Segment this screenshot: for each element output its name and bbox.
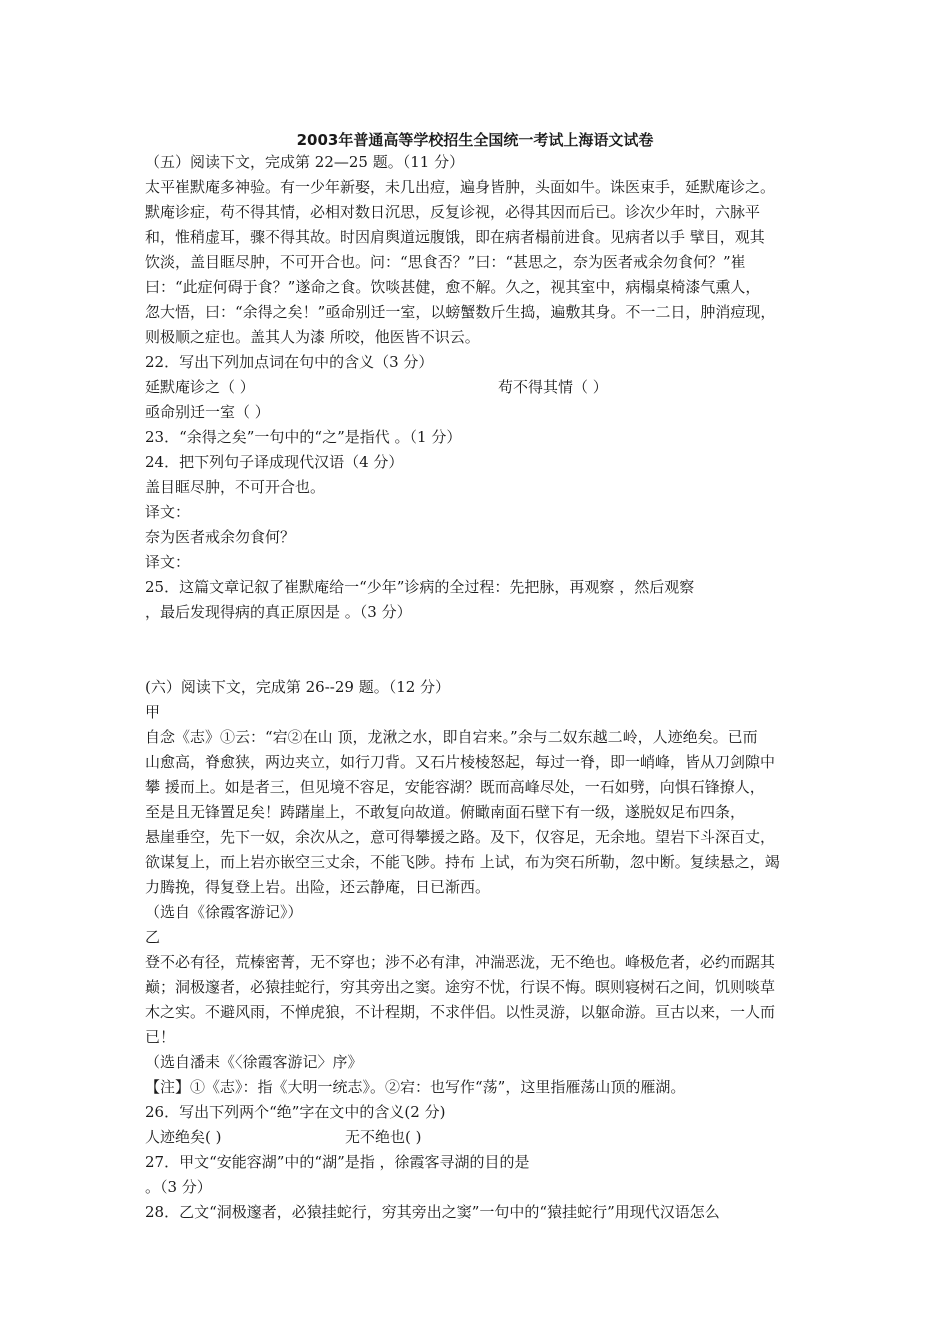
passage-yi-line: 木之实。不避风雨，不惮虎狼，不计程期，不求伴侣。以性灵游，以躯命游。亘古以来，一人而 xyxy=(145,1003,776,1021)
section5-heading: （五）阅读下文，完成第 22—25 题。（11 分） xyxy=(145,153,465,171)
passage-yi-source: （选自潘耒《〈徐霞客游记〉序》 xyxy=(145,1053,363,1071)
section5-passage-line: 曰：“此症何碍于食？”遂命之食。饮啖甚健，愈不解。久之，视其室中，病榻桌椅漆气熏人， xyxy=(145,278,761,296)
question-22-item-a: 延默庵诊之（ ） xyxy=(145,378,255,396)
question-27-line-2: 。（3 分） xyxy=(145,1178,212,1196)
page-title: 2003年普通高等学校招生全国统一考试上海语文试卷 xyxy=(296,131,654,149)
passage-jia-line: 至是且无锋置足矣！踌躇崖上，不敢复向故道。俯瞰南面石壁下有一级，遂脱奴足布四条， xyxy=(145,803,746,821)
passage-jia-source: （选自《徐霞客游记》） xyxy=(145,903,303,921)
passage-jia-line: 山愈高，脊愈狭，两边夹立，如行刀背。又石片棱棱怒起，每过一脊，即一峭峰，皆从刀剑隙中 xyxy=(145,753,776,771)
passage-jia-line: 悬崖垂空，先下一奴，余次从之，意可得攀援之路。及下，仅容足，无余地。望岩下斗深百丈， xyxy=(145,828,776,846)
section5-passage-line: 则极顺之症也。盖其人为漆 所咬，他医皆不识云。 xyxy=(145,328,480,346)
question-24-sentence-2: 奈为医者戒余勿食何？ xyxy=(145,528,296,546)
question-26: 26．写出下列两个“绝”字在文中的含义(2 分) xyxy=(145,1103,446,1121)
question-26-item-b: 无不绝也( ) xyxy=(345,1128,422,1146)
question-22-item-c: 亟命别迁一室（ ） xyxy=(145,403,270,421)
question-22-item-b: 苟不得其情（ ） xyxy=(498,378,608,396)
question-22: 22．写出下列加点词在句中的含义（3 分） xyxy=(145,353,434,371)
section5-passage-line: 默庵诊症，苟不得其情，必相对数日沉思，反复诊视，必得其因而后已。诊次少年时，六脉平 xyxy=(145,203,761,221)
section5-passage-line: 饮淡，盖目眶尽肿，不可开合也。问：“思食否？”曰：“甚思之，奈为医者戒余勿食何？”崔 xyxy=(145,253,746,271)
section5-passage-line: 太平崔默庵多神验。有一少年新娶，未几出痘，遍身皆肿，头面如牛。诛医束手，延默庵诊之。 xyxy=(145,178,776,196)
passage-yi-line: 巅；洞极邃者，必猿挂蛇行，穷其旁出之窦。途穷不忧，行误不悔。暝则寝树石之间，饥则啖草 xyxy=(145,978,776,996)
section5-passage-line: 和，惟稍虚耳，骤不得其故。时因肩舆道远腹饿，即在病者榻前进食。见病者以手 擘目，观其 xyxy=(145,228,765,246)
passage-yi-label: 乙 xyxy=(145,928,161,946)
passage-yi-line: 已！ xyxy=(145,1028,176,1046)
passage-yi-line: 登不必有径，荒榛密菁，无不穿也；涉不必有津，冲湍恶泷，无不绝也。峰极危者，必约而踞其 xyxy=(145,953,776,971)
annotation-note: 【注】①《志》：指《大明一统志》。②宕：也写作“荡”，这里指雁荡山顶的雁湖。 xyxy=(145,1078,686,1096)
question-24-translation-label-1: 译文： xyxy=(145,503,191,521)
question-24-translation-label-2: 译文： xyxy=(145,553,191,571)
section5-passage-line: 忽大悟，曰：“余得之矣！”亟命别迁一室，以螃蟹数斤生捣，遍敷其身。不一二日，肿消痘现， xyxy=(145,303,776,321)
passage-jia-line: 力腾挽，得复登上岩。出险，还云静庵，日已渐西。 xyxy=(145,878,491,896)
question-26-item-a: 人迹绝矣( ) xyxy=(145,1128,222,1146)
passage-jia-line: 自念《志》①云：“宕②在山 顶，龙湫之水，即自宕来。”余与二奴东越二岭，人迹绝矣。已而 xyxy=(145,728,758,746)
question-25-line-2: ，最后发现得病的真正原因是 。（3 分） xyxy=(145,603,412,621)
section6-heading: (六）阅读下文，完成第 26--29 题。（12 分） xyxy=(145,678,451,696)
question-28: 28．乙文“洞极邃者，必猿挂蛇行，穷其旁出之窦”一句中的“猿挂蛇行”用现代汉语怎么 xyxy=(145,1203,720,1221)
question-25-line-1: 25．这篇文章记叙了崔默庵给一“少年”诊病的全过程：先把脉，再观察 ，然后观察 xyxy=(145,578,695,596)
question-27-line-1: 27．甲文“安能容湖”中的“湖”是指 ，徐霞客寻湖的目的是 xyxy=(145,1153,530,1171)
passage-jia-line: 攀 援而上。如是者三，但见境不容足，安能容湖？既而高峰尽处，一石如劈，向惧石锋撩人， xyxy=(145,778,765,796)
passage-jia-line: 欲谋复上，而上岩亦嵌空三丈余，不能飞陟。持布 上试，布为突石所勒，忽中断。复续悬之，竭 xyxy=(145,853,780,871)
question-23: 23．“余得之矣”一句中的“之”是指代 。（1 分） xyxy=(145,428,462,446)
question-24: 24．把下列句子译成现代汉语（4 分） xyxy=(145,453,404,471)
question-24-sentence-1: 盖目眶尽肿，不可开合也。 xyxy=(145,478,326,496)
passage-jia-label: 甲 xyxy=(145,703,161,721)
